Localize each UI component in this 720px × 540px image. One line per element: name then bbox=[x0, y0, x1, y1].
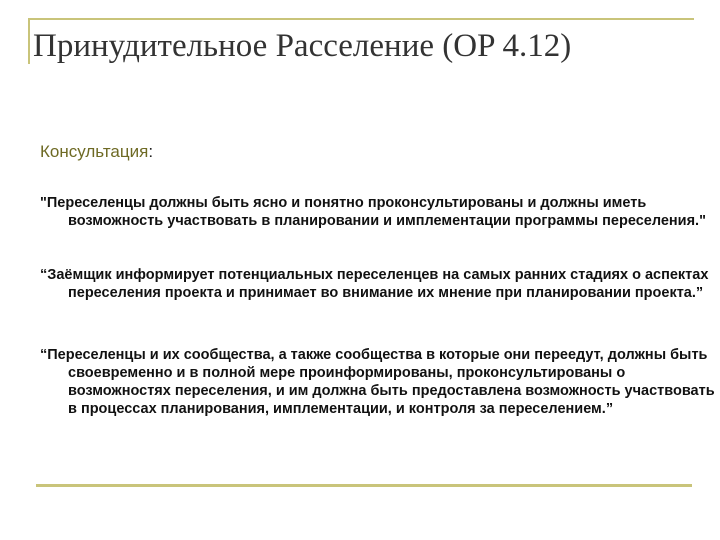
top-decorative-line bbox=[28, 18, 694, 20]
left-decorative-line bbox=[28, 18, 30, 64]
section-heading bbox=[40, 141, 153, 163]
slide-title: Принудительное Расселение (OP 4.12) bbox=[33, 28, 572, 64]
quote-paragraph-1: "Переселенцы должны быть ясно и понятно проконсультированы и должны иметь возможность участвовать в планировании и имплементации программы переселения." bbox=[40, 195, 706, 229]
section-heading-colon: : bbox=[148, 142, 154, 161]
bottom-decorative-line bbox=[36, 484, 692, 487]
section-heading-keyword: Консультация bbox=[40, 142, 149, 161]
quote-paragraph-2: “Заёмщик информирует потенциальных переселенцев на самых ранних стадиях о аспектах переселения проекта и принимает во внимание их мнение при планировании проекта.” bbox=[40, 267, 709, 301]
quote-paragraph-3: “Переселенцы и их сообщества, а также сообщества в которые они переедут, должны быть своевременно и в полной мере проинформированы, проконсультированы о возможностях переселения, и им должна быть предоставлена возможность участвовать в процессах планирования, имплементации, и контроля за переселением.” bbox=[40, 347, 715, 417]
